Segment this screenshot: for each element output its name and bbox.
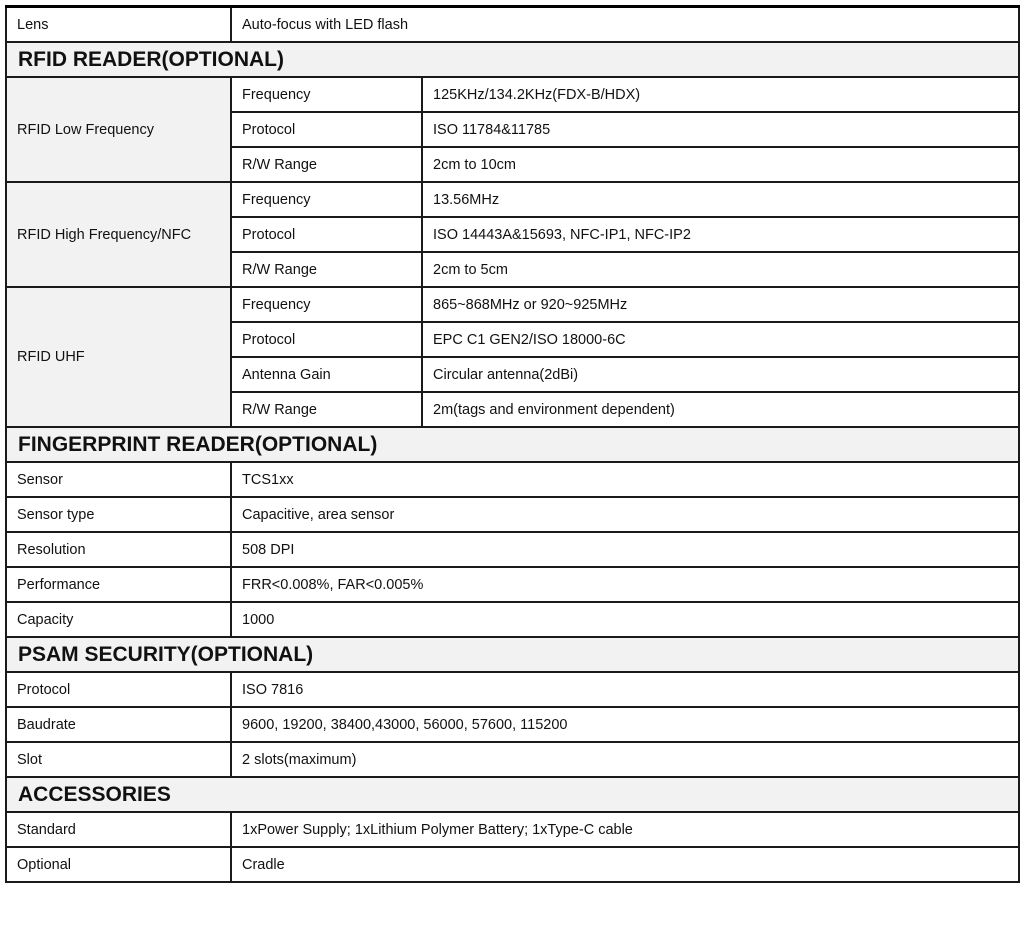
spec-value: 2m(tags and environment dependent) [422,392,1019,427]
spec-value: Circular antenna(2dBi) [422,357,1019,392]
accessories-row [6,812,1019,847]
spec-key: Resolution [6,532,231,567]
spec-row-lens [6,7,1019,43]
fingerprint-row [6,567,1019,602]
rfid-group-label: RFID High Frequency/NFC [6,182,231,287]
spec-value: FRR<0.008%, FAR<0.005% [231,567,1019,602]
section-header-rfid [6,42,1019,77]
section-title: ACCESSORIES [6,777,1019,812]
spec-key: R/W Range [231,147,422,182]
spec-key: Baudrate [6,707,231,742]
spec-key: Optional [6,847,231,882]
spec-key: Protocol [231,322,422,357]
fingerprint-row [6,602,1019,637]
spec-key: Sensor [6,462,231,497]
spec-key: Protocol [6,672,231,707]
fingerprint-row [6,532,1019,567]
spec-key: R/W Range [231,392,422,427]
section-header-fingerprint [6,427,1019,462]
spec-key: Frequency [231,77,422,112]
spec-value: Auto-focus with LED flash [231,7,1019,43]
spec-value: ISO 7816 [231,672,1019,707]
accessories-row [6,847,1019,882]
rfid-group-label: RFID Low Frequency [6,77,231,182]
spec-key: R/W Range [231,252,422,287]
spec-key: Protocol [231,217,422,252]
spec-value: 1xPower Supply; 1xLithium Polymer Battery; 1xType-C cable [231,812,1019,847]
rfid-low-row [6,77,1019,112]
fingerprint-row [6,497,1019,532]
section-header-accessories [6,777,1019,812]
spec-key: Frequency [231,287,422,322]
section-title: PSAM SECURITY(OPTIONAL) [6,637,1019,672]
rfid-uhf-row [6,287,1019,322]
fingerprint-row [6,462,1019,497]
spec-value: EPC C1 GEN2/ISO 18000-6C [422,322,1019,357]
psam-row [6,672,1019,707]
spec-sheet [5,5,1018,883]
psam-row [6,707,1019,742]
spec-value: Capacitive, area sensor [231,497,1019,532]
spec-value: 125KHz/134.2KHz(FDX-B/HDX) [422,77,1019,112]
spec-value: 13.56MHz [422,182,1019,217]
spec-value: Cradle [231,847,1019,882]
rfid-high-row [6,182,1019,217]
rfid-group-label: RFID UHF [6,287,231,427]
spec-value: 1000 [231,602,1019,637]
spec-value: 865~868MHz or 920~925MHz [422,287,1019,322]
spec-value: 2 slots(maximum) [231,742,1019,777]
spec-value: ISO 11784&11785 [422,112,1019,147]
spec-value: 9600, 19200, 38400,43000, 56000, 57600, 115200 [231,707,1019,742]
spec-key: Sensor type [6,497,231,532]
spec-value: 2cm to 10cm [422,147,1019,182]
spec-table [5,5,1020,883]
spec-key: Protocol [231,112,422,147]
spec-value: ISO 14443A&15693, NFC-IP1, NFC-IP2 [422,217,1019,252]
section-header-psam [6,637,1019,672]
spec-value: TCS1xx [231,462,1019,497]
spec-value: 2cm to 5cm [422,252,1019,287]
spec-key: Standard [6,812,231,847]
section-title: RFID READER(OPTIONAL) [6,42,1019,77]
spec-key: Slot [6,742,231,777]
spec-key: Frequency [231,182,422,217]
spec-key: Capacity [6,602,231,637]
spec-key: Performance [6,567,231,602]
spec-key: Antenna Gain [231,357,422,392]
section-title: FINGERPRINT READER(OPTIONAL) [6,427,1019,462]
spec-value: 508 DPI [231,532,1019,567]
psam-row [6,742,1019,777]
spec-key: Lens [6,7,231,43]
